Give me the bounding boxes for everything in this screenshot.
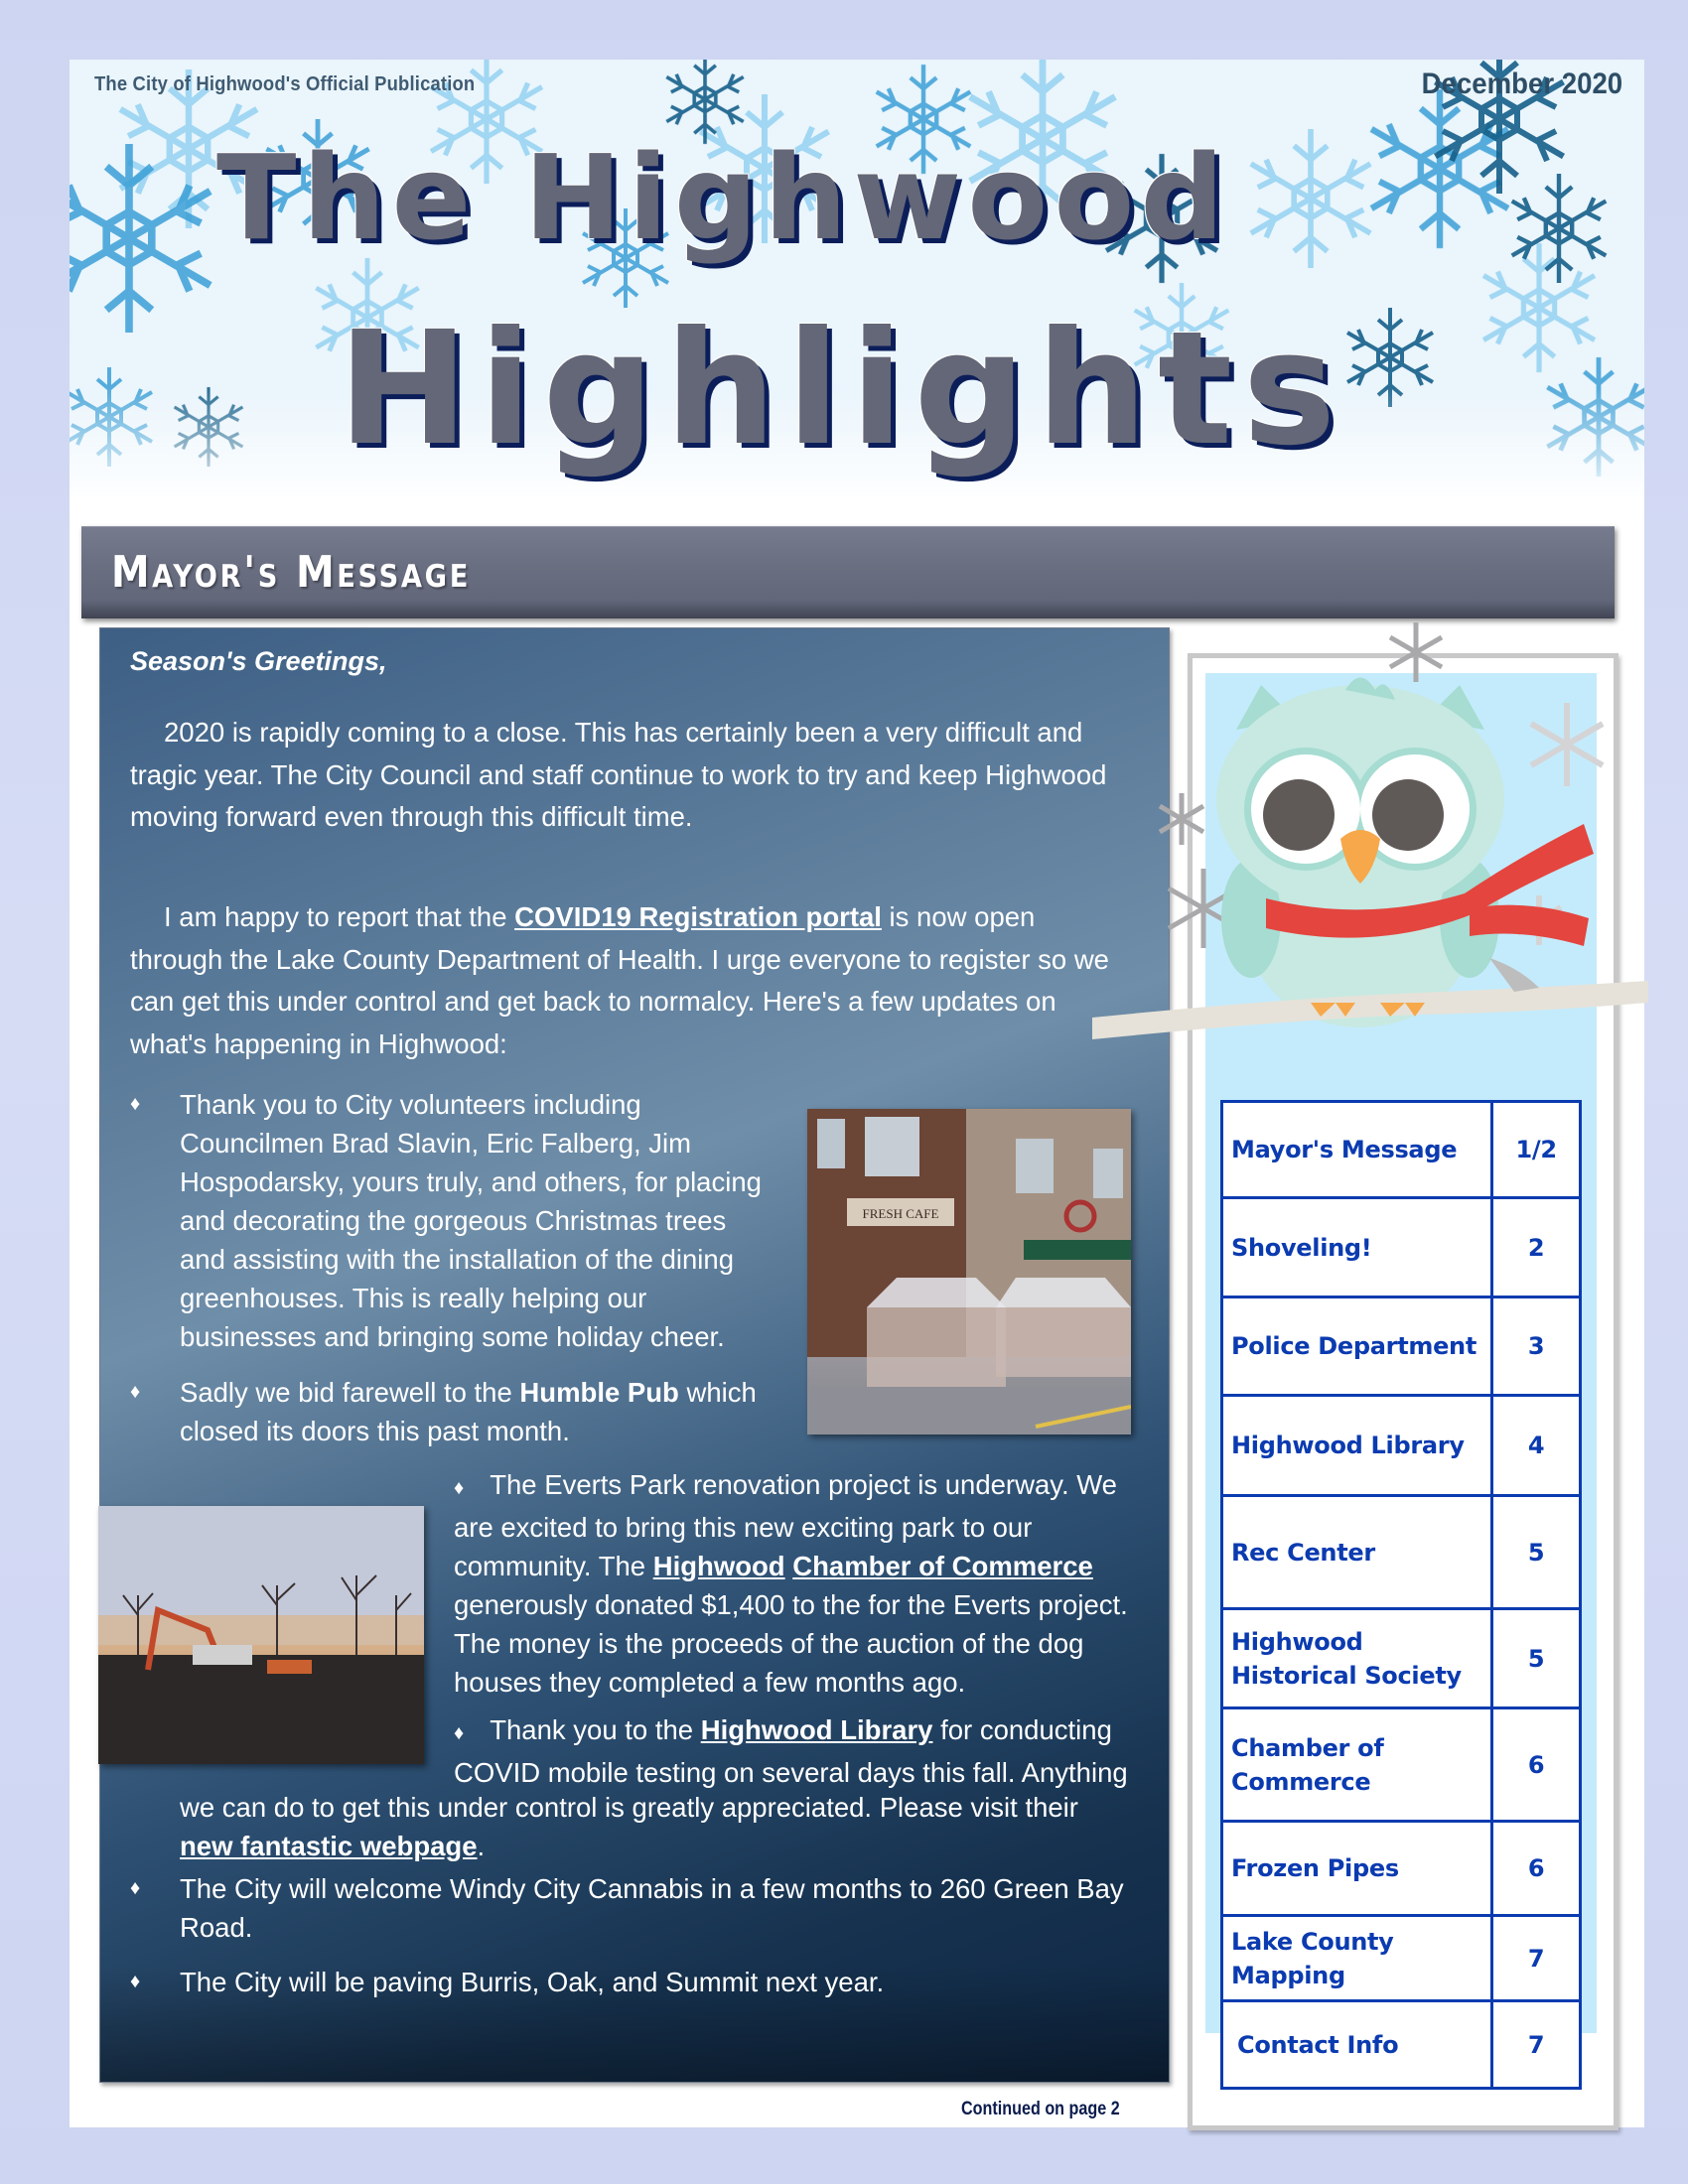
diamond-bullet-icon: ♦	[130, 1971, 141, 1992]
section-banner	[81, 526, 1615, 618]
text: generously donated $1,400 to the for the Everts project. The money is the proceeds of the auction of the dog houses they completed a few months ago.	[454, 1589, 1128, 1698]
diamond-bullet-icon: ♦	[454, 1477, 465, 1499]
toc-title[interactable]: Highwood Historical Society	[1222, 1609, 1492, 1708]
toc-page: 6	[1492, 1822, 1581, 1916]
diamond-bullet-icon: ♦	[130, 1381, 141, 1403]
toc-page: 5	[1492, 1609, 1581, 1708]
toc-title[interactable]: Highwood Library	[1222, 1396, 1492, 1496]
issue-date: December 2020	[1421, 68, 1622, 100]
paragraph-text: is now open through the Lake County Department of Health. I urge everyone to register so we can get this under control and get back to normalcy. Here's a few updates on what's happening in Highwood:	[130, 901, 1109, 1059]
everts-park-construction-photo	[98, 1506, 424, 1764]
storefront-illustration	[807, 1109, 1131, 1434]
park-construction-illustration	[98, 1506, 424, 1764]
continued-on-page: Continued on page 2	[961, 2099, 1120, 2119]
toc-page: 5	[1492, 1496, 1581, 1609]
text: we can do to get this under control is greatly appreciated. Please visit their	[180, 1792, 1078, 1823]
text: for conducting COVID mobile testing on several days this fall. Anything	[454, 1714, 1128, 1788]
bullet-text: Thank you to City volunteers including Councilmen Brad Slavin, Eric Falberg, Jim Hospodarsky, yours truly, and others, for placing and decorating the gorgeous Christmas trees and assisting with the installation of the dining greenhouses. This is really helping our businesses and bringing some holiday cheer.	[180, 1089, 762, 1352]
toc-page: 3	[1492, 1297, 1581, 1396]
toc-row[interactable]	[1222, 1102, 1581, 1198]
diamond-bullet-icon: ♦	[454, 1722, 465, 1744]
bullet-item-library	[454, 1710, 1129, 1792]
paragraph-intro: 2020 is rapidly coming to a close. This has certainly been a very difficult and tragic year. The City Council and staff continue to work to try and keep Highwood moving forward even through this difficult time.	[130, 717, 1107, 832]
toc-row[interactable]	[1222, 1496, 1581, 1609]
humble-pub-name: Humble Pub	[519, 1377, 679, 1408]
toc-row[interactable]	[1222, 2001, 1581, 2089]
toc-title[interactable]: Chamber of Commerce	[1222, 1708, 1492, 1822]
toc-row[interactable]	[1222, 1297, 1581, 1396]
toc-title[interactable]: Contact Info	[1222, 2001, 1492, 2089]
text: Sadly we bid farewell to the	[180, 1377, 520, 1408]
toc-row[interactable]	[1222, 1198, 1581, 1297]
toc-row[interactable]	[1222, 1609, 1581, 1708]
toc-title[interactable]: Rec Center	[1222, 1496, 1492, 1609]
table-of-contents	[1220, 1100, 1582, 2090]
diamond-bullet-icon: ♦	[130, 1093, 141, 1115]
paragraph-covid	[130, 896, 1133, 1065]
mayors-message-article	[99, 627, 1170, 2083]
diamond-bullet-icon: ♦	[130, 1877, 141, 1899]
new-webpage-link[interactable]: new fantastic webpage	[180, 1831, 478, 1861]
bullet-text: The City will welcome Windy City Cannabis in a few months to 260 Green Bay Road.	[180, 1873, 1124, 1943]
svg-text:FRESH CAFE: FRESH CAFE	[862, 1206, 939, 1221]
publication-tagline: The City of Highwood's Official Publication	[94, 73, 476, 95]
toc-title[interactable]: Frozen Pipes	[1222, 1822, 1492, 1916]
library-bullet-continuation	[180, 1788, 1133, 1865]
toc-title[interactable]: Mayor's Message	[1222, 1102, 1492, 1198]
toc-title[interactable]: Police Department	[1222, 1297, 1492, 1396]
text: which closed its doors this past month.	[180, 1377, 757, 1446]
newsletter-title-line2: Highlights	[338, 298, 1346, 480]
paragraph-text: I am happy to report that the	[164, 901, 515, 932]
text: .	[477, 1831, 486, 1861]
toc-page: 7	[1492, 1916, 1581, 2001]
covid-registration-link[interactable]: COVID19 Registration portal	[514, 901, 882, 932]
toc-row[interactable]	[1222, 1708, 1581, 1822]
newsletter-title-line1: The Highwood	[216, 129, 1230, 266]
toc-page: 4	[1492, 1396, 1581, 1496]
section-title: Mayor's Message	[111, 547, 471, 598]
toc-title[interactable]: Shoveling!	[1222, 1198, 1492, 1297]
text: Thank you to the	[490, 1714, 701, 1745]
highwood-link[interactable]: Highwood	[652, 1551, 785, 1581]
bullet-text	[180, 1373, 795, 1450]
toc-page: 2	[1492, 1198, 1581, 1297]
text: The Everts Park renovation project is underway. We are excited to bring this new exciting park to our community. The	[454, 1469, 1117, 1581]
toc-row[interactable]	[1222, 1396, 1581, 1496]
bullet-item-everts-park	[454, 1465, 1129, 1702]
greeting: Season's Greetings,	[130, 646, 387, 676]
fresh-cafe-dining-greenhouses-photo	[807, 1109, 1131, 1434]
toc-row[interactable]	[1222, 1822, 1581, 1916]
chamber-of-commerce-link[interactable]: Chamber of Commerce	[792, 1551, 1093, 1581]
toc-page: 6	[1492, 1708, 1581, 1822]
toc-page: 7	[1492, 2001, 1581, 2089]
bullet-text: The City will be paving Burris, Oak, and Summit next year.	[180, 1967, 885, 1997]
toc-page: 1/2	[1492, 1102, 1581, 1198]
owl-with-scarf-icon	[1092, 611, 1648, 1067]
toc-title[interactable]: Lake County Mapping	[1222, 1916, 1492, 2001]
toc-row[interactable]	[1222, 1916, 1581, 2001]
highwood-library-link[interactable]: Highwood Library	[700, 1714, 933, 1745]
